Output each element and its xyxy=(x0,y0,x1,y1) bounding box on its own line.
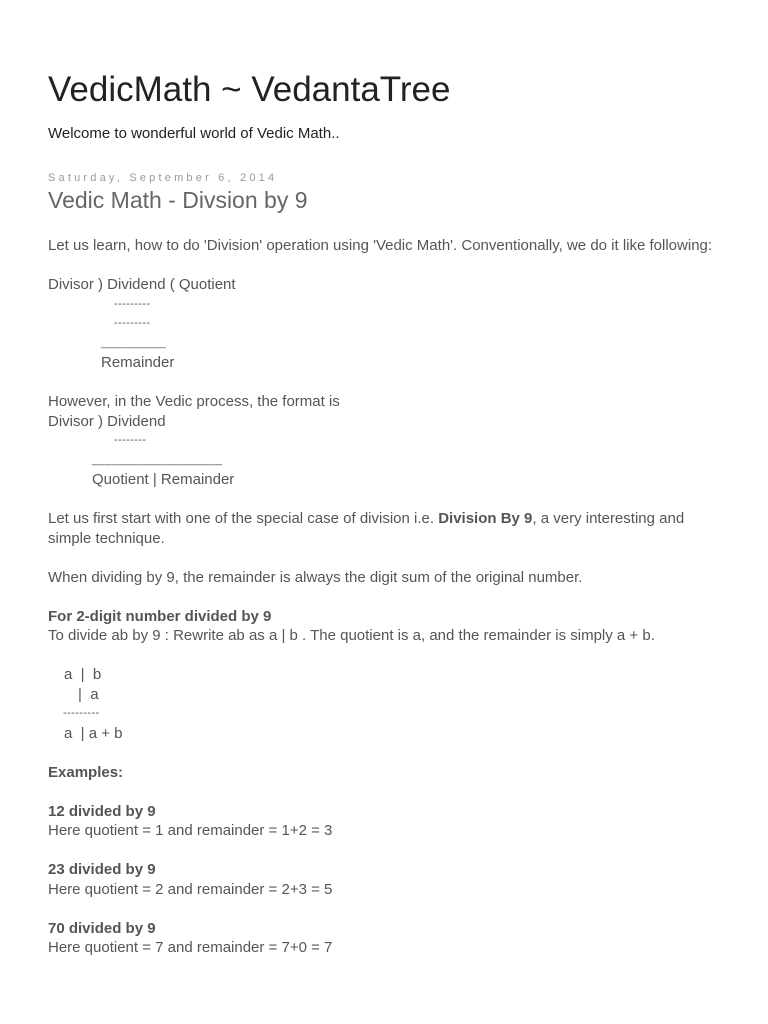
intro-paragraph: Let us learn, how to do 'Division' operation using 'Vedic Math'. Conventionally, we do it like following: xyxy=(48,237,713,254)
two-digit-heading: For 2-digit number divided by 9 xyxy=(48,607,272,625)
special-case-paragraph: Let us first start with one of the special case of division i.e. Division By 9, a very interesting and simple technique. xyxy=(48,510,685,547)
post-body xyxy=(48,236,728,958)
post-date: Saturday, September 6, 2014 xyxy=(48,172,278,184)
vedic-result: Quotient | Remainder xyxy=(92,471,235,488)
example-text-1: Here quotient = 1 and remainder = 1+2 = 3 xyxy=(48,822,333,839)
conventional-remainder: Remainder xyxy=(101,354,175,371)
blog-description: Welcome to wonderful world of Vedic Math.. xyxy=(48,125,340,142)
post-title[interactable]: Vedic Math - Divsion by 9 xyxy=(48,187,308,213)
scheme-row-2: | a xyxy=(78,685,99,703)
vedic-intro: However, in the Vedic process, the format is xyxy=(48,393,340,410)
example-heading-1: 12 divided by 9 xyxy=(48,802,156,820)
blog-title[interactable]: VedicMath ~ VedantaTree xyxy=(48,70,451,109)
conventional-rule: __________ xyxy=(101,336,167,349)
conventional-line: Divisor ) Dividend ( Quotient xyxy=(48,276,236,293)
examples-heading: Examples: xyxy=(48,763,124,781)
scheme-row-3: a | a + b xyxy=(64,724,123,742)
digit-sum-paragraph: When dividing by 9, the remainder is always the digit sum of the original number. xyxy=(48,568,583,586)
special-case-bold: Division By 9 xyxy=(438,510,533,527)
example-text-2: Here quotient = 2 and remainder = 2+3 = 5 xyxy=(48,880,333,898)
scheme-row-1: a | b xyxy=(64,666,102,683)
vedic-dash: -------- xyxy=(114,434,147,446)
vedic-rule: ____________________ xyxy=(92,453,223,466)
conventional-dash-1: --------- xyxy=(114,297,151,310)
two-digit-text: To divide ab by 9 : Rewrite ab as a | b . The quotient is a, and the remainder is simply a + b. xyxy=(48,627,655,644)
example-text-3: Here quotient = 7 and remainder = 7+0 = 7 xyxy=(48,939,333,956)
conventional-dash-2: --------- xyxy=(114,317,151,329)
example-heading-3: 70 divided by 9 xyxy=(48,919,156,937)
vedic-line: Divisor ) Dividend xyxy=(48,412,166,430)
scheme-dash: --------- xyxy=(63,707,100,719)
example-heading-2: 23 divided by 9 xyxy=(48,861,156,878)
